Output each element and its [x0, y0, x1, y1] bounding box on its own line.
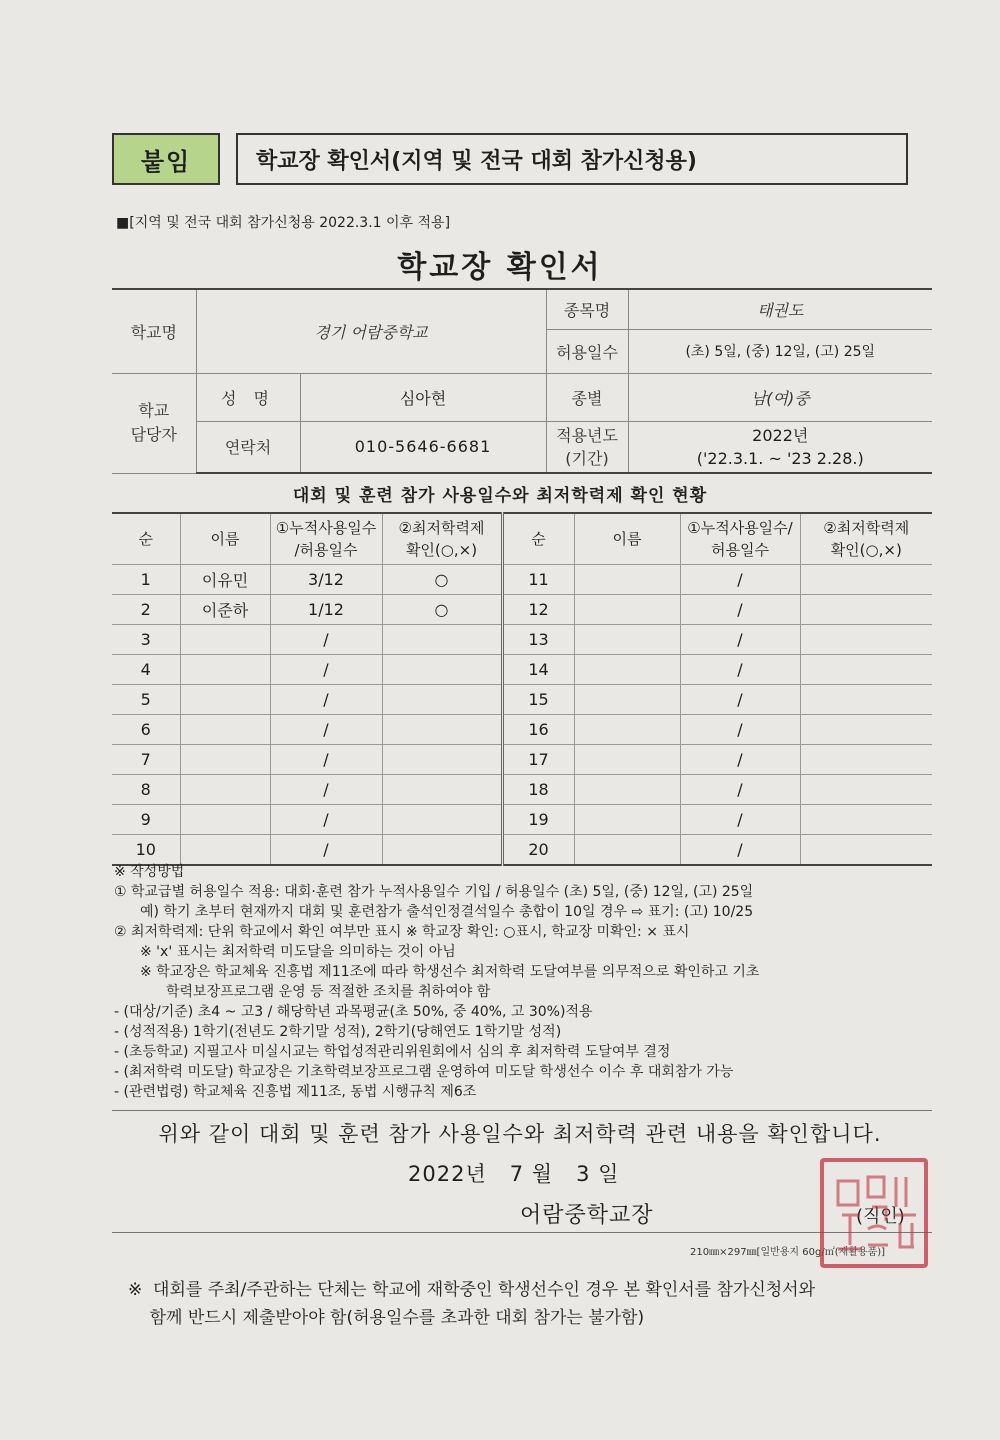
col-days-right: ①누적사용일수/ 허용일수	[680, 513, 800, 565]
row-days: /	[270, 835, 382, 866]
row-name-right	[574, 805, 680, 835]
row-days-right: /	[680, 685, 800, 715]
table-row	[112, 655, 932, 685]
row-days: 3/12	[270, 565, 382, 595]
row-no-right: 17	[502, 745, 574, 775]
row-days: /	[270, 625, 382, 655]
row-name-right	[574, 595, 680, 625]
row-days-right: /	[680, 805, 800, 835]
row-days-right: /	[680, 565, 800, 595]
row-check	[382, 805, 502, 835]
col-check-right: ②최저학력제 확인(○,×)	[800, 513, 932, 565]
row-check	[382, 625, 502, 655]
row-check: ○	[382, 565, 502, 595]
row-check	[382, 655, 502, 685]
row-name	[180, 805, 270, 835]
row-no-right: 14	[502, 655, 574, 685]
note-2: ② 최저학력제: 단위 학교에서 확인 여부만 표시 ※ 학교장 확인: ○표시, 학교장 미확인: × 표시	[114, 924, 690, 940]
table-row	[112, 595, 932, 625]
row-name-right	[574, 835, 680, 866]
note-2-x: ※ 'x' 표시는 최저학력 미도달을 의미하는 것이 아님	[140, 944, 456, 960]
row-name	[180, 715, 270, 745]
row-days: /	[270, 685, 382, 715]
row-no-right: 11	[502, 565, 574, 595]
note-1: ① 학교급별 허용일수 적용: 대회·훈련 참가 누적사용일수 기입 / 허용일수 (초) 5일, (중) 12일, (고) 25일	[114, 884, 754, 900]
col-check: ②최저학력제 확인(○,×)	[382, 513, 502, 565]
table-row	[112, 835, 932, 866]
row-check-right	[800, 835, 932, 866]
row-check	[382, 835, 502, 866]
table-row	[112, 745, 932, 775]
row-check-right	[800, 805, 932, 835]
row-name	[180, 685, 270, 715]
paper-size-note: 210㎜×297㎜[일반용지 60g/㎡(재활용품)]	[690, 1247, 886, 1258]
allowed-days-value: (초) 5일, (중) 12일, (고) 25일	[628, 329, 932, 373]
footnote: ※ 대회를 주최/주관하는 단체는 학교에 재학중인 학생선수인 경우 본 확인서를 참가신청서와 함께 반드시 제출받아야 함(허용일수를 초과한 대회 참가는 불가함)	[128, 1280, 816, 1328]
row-no-right: 15	[502, 685, 574, 715]
applied-note: ■[지역 및 전국 대회 참가신청용 2022.3.1 이후 적용]	[116, 215, 451, 231]
row-name	[180, 835, 270, 866]
row-days-right: /	[680, 745, 800, 775]
note-2-principal-cont: 학력보장프로그램 운영 등 적절한 조치를 취하여야 함	[166, 984, 491, 1000]
row-days: /	[270, 655, 382, 685]
divider-top	[112, 1110, 932, 1111]
table-row	[112, 715, 932, 745]
notes-heading: ※ 작성방법	[114, 864, 185, 880]
detail-4: - (최저학력 미도달) 학교장은 기초학력보장프로그램 운영하여 미도달 학생선수 이수 후 대회참가 가능	[114, 1064, 734, 1080]
row-no-right: 12	[502, 595, 574, 625]
seal-graphic	[824, 1162, 924, 1264]
name-label: 성 명	[196, 373, 300, 421]
row-days-right: /	[680, 655, 800, 685]
col-no-right: 순	[502, 513, 574, 565]
row-no: 5	[112, 685, 180, 715]
manager-label: 학교 담당자	[112, 373, 196, 473]
row-check-right	[800, 685, 932, 715]
row-no: 10	[112, 835, 180, 866]
row-check-right	[800, 595, 932, 625]
row-check-right	[800, 775, 932, 805]
seal-mark-label: (직인)	[856, 1206, 905, 1227]
period-range: ('22.3.1. ~ '23 2.28.)	[696, 448, 864, 468]
row-days-right: /	[680, 625, 800, 655]
row-no: 1	[112, 565, 180, 595]
row-name: 이유민	[180, 565, 270, 595]
row-name-right	[574, 565, 680, 595]
row-check	[382, 775, 502, 805]
detail-1: - (대상/기준) 초4 ~ 고3 / 해당학년 과목평균(초 50%, 중 40%, 고 30%)적용	[114, 1004, 593, 1020]
school-value: 경기 어람중학교	[196, 289, 546, 373]
period-year: 2022년	[752, 425, 809, 445]
table-row	[112, 625, 932, 655]
gender-label: 종별	[546, 373, 628, 421]
row-no: 2	[112, 595, 180, 625]
gender-value: 남(여)중	[628, 373, 932, 421]
row-days-right: /	[680, 835, 800, 866]
row-name	[180, 655, 270, 685]
row-name-right	[574, 685, 680, 715]
row-days-right: /	[680, 715, 800, 745]
col-name-right: 이름	[574, 513, 680, 565]
row-no-right: 16	[502, 715, 574, 745]
table-row	[112, 805, 932, 835]
detail-3: - (초등학교) 지필고사 미실시교는 학업성적관리위원회에서 심의 후 최저학력 도달여부 결정	[114, 1044, 671, 1060]
row-name: 이준하	[180, 595, 270, 625]
row-no: 9	[112, 805, 180, 835]
school-label: 학교명	[112, 289, 196, 373]
row-no-right: 13	[502, 625, 574, 655]
sport-label: 종목명	[546, 289, 628, 329]
note-2-principal: ※ 학교장은 학교체육 진흥법 제11조에 따라 학생선수 최저학력 도달여부를 의무적으로 확인하고 기초	[140, 964, 760, 980]
row-no: 4	[112, 655, 180, 685]
row-name	[180, 745, 270, 775]
period-value	[628, 421, 932, 473]
row-no-right: 20	[502, 835, 574, 866]
principal-name: 어람중학교장	[520, 1203, 654, 1228]
row-no: 8	[112, 775, 180, 805]
document-title: 학교장 확인서	[397, 250, 603, 285]
row-no: 7	[112, 745, 180, 775]
students-table	[112, 512, 932, 866]
col-days: ①누적사용일수 /허용일수	[270, 513, 382, 565]
detail-2: - (성적적용) 1학기(전년도 2학기말 성적), 2학기(당해연도 1학기말 성적)	[114, 1024, 562, 1040]
row-days: /	[270, 715, 382, 745]
table-row	[112, 685, 932, 715]
period-label: 적용년도 (기간)	[546, 421, 628, 473]
note-1-example: 예) 학기 초부터 현재까지 대회 및 훈련참가 출석인정결석일수 총합이 10일 경우 ⇨ 표기: (고) 10/25	[140, 904, 754, 920]
row-check: ○	[382, 595, 502, 625]
allowed-days-label: 허용일수	[546, 329, 628, 373]
writing-notes	[114, 862, 934, 1102]
table-row	[112, 565, 932, 595]
row-no-right: 19	[502, 805, 574, 835]
row-check-right	[800, 565, 932, 595]
row-name-right	[574, 655, 680, 685]
row-name-right	[574, 745, 680, 775]
row-name-right	[574, 715, 680, 745]
row-days: /	[270, 745, 382, 775]
row-check-right	[800, 715, 932, 745]
row-no: 6	[112, 715, 180, 745]
row-check-right	[800, 625, 932, 655]
row-check	[382, 745, 502, 775]
table-row	[112, 775, 932, 805]
row-no-right: 18	[502, 775, 574, 805]
info-table	[112, 288, 932, 474]
row-check-right	[800, 745, 932, 775]
divider-bottom	[112, 1232, 932, 1233]
col-no: 순	[112, 513, 180, 565]
row-name-right	[574, 775, 680, 805]
contact-label: 연락처	[196, 421, 300, 473]
row-check-right	[800, 655, 932, 685]
row-days: /	[270, 775, 382, 805]
detail-5: - (관련법령) 학교체육 진흥법 제11조, 동법 시행규칙 제6조	[114, 1084, 477, 1100]
section-title: 대회 및 훈련 참가 사용일수와 최저학력제 확인 현황	[292, 486, 708, 506]
row-days: /	[270, 805, 382, 835]
row-name	[180, 775, 270, 805]
row-days-right: /	[680, 775, 800, 805]
row-check	[382, 715, 502, 745]
row-no: 3	[112, 625, 180, 655]
contact-value: 010-5646-6681	[300, 421, 546, 473]
confirm-text: 위와 같이 대회 및 훈련 참가 사용일수와 최저학력 관련 내용을 확인합니다.	[158, 1122, 882, 1146]
attachment-tag: 붙임	[112, 133, 220, 185]
col-name: 이름	[180, 513, 270, 565]
row-check	[382, 685, 502, 715]
name-value: 심아현	[300, 373, 546, 421]
row-days: 1/12	[270, 595, 382, 625]
row-name-right	[574, 625, 680, 655]
row-days-right: /	[680, 595, 800, 625]
date-text: 2022년 7 월 3 일	[408, 1162, 620, 1186]
sport-value: 태권도	[628, 289, 932, 329]
official-seal-stamp	[820, 1158, 928, 1268]
row-name	[180, 625, 270, 655]
attachment-title: 학교장 확인서(지역 및 전국 대회 참가신청용)	[236, 133, 908, 185]
